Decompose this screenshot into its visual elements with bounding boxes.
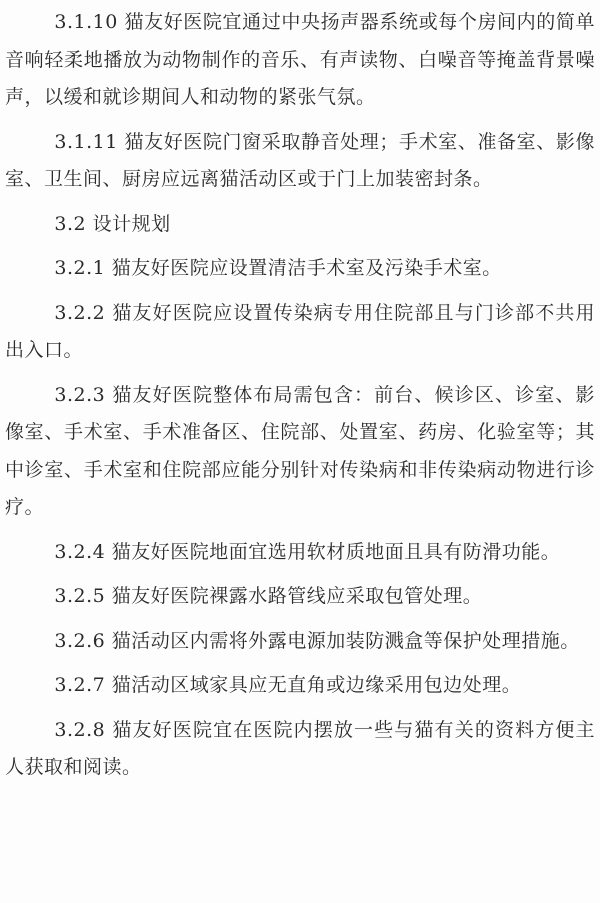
clause-3-1-11: 3.1.11 猫友好医院门窗采取静音处理；手术室、准备室、影像室、卫生间、厨房应远离猫活动区或于门上加装密封条。 xyxy=(5,130,595,190)
clause-3-2-5: 3.2.5 猫友好医院裸露水路管线应采取包管处理。 xyxy=(54,585,483,607)
clause-3-2-8: 3.2.8 猫友好医院宜在医院内摆放一些与猫有关的资料方便主人获取和阅读。 xyxy=(5,718,595,778)
clause-3-2-6: 3.2.6 猫活动区内需将外露电源加装防溅盒等保护处理措施。 xyxy=(54,629,580,652)
section-heading-3-2: 3.2 设计规划 xyxy=(54,212,171,235)
clause-3-2-1: 3.2.1 猫友好医院应设置清洁手术室及污染手术室。 xyxy=(54,257,502,279)
clause-3-2-4: 3.2.4 猫友好医院地面宜选用软材质地面且具有防滑功能。 xyxy=(54,540,561,563)
document-body xyxy=(5,0,595,790)
clause-3-2-3: 3.2.3 猫友好医院整体布局需包含：前台、候诊区、诊室、影像室、手术室、手术准备区、住院部、处置室、药房、化验室等；其中诊室、手术室和住院部应能分别针对传染病和非传染病动物进行诊疗。 xyxy=(5,383,595,518)
clause-3-2-2: 3.2.2 猫友好医院应设置传染病专用住院部且与门诊部不共用出入口。 xyxy=(5,301,595,361)
clause-3-1-10: 3.1.10 猫友好医院宜通过中央扬声器系统或每个房间内的简单音响轻柔地播放为动物制作的音乐、有声读物、白噪音等掩盖背景噪声，以缓和就诊期间人和动物的紧张气氛。 xyxy=(5,11,595,108)
clause-3-2-7: 3.2.7 猫活动区域家具应无直角或边缘采用包边处理。 xyxy=(54,674,522,696)
